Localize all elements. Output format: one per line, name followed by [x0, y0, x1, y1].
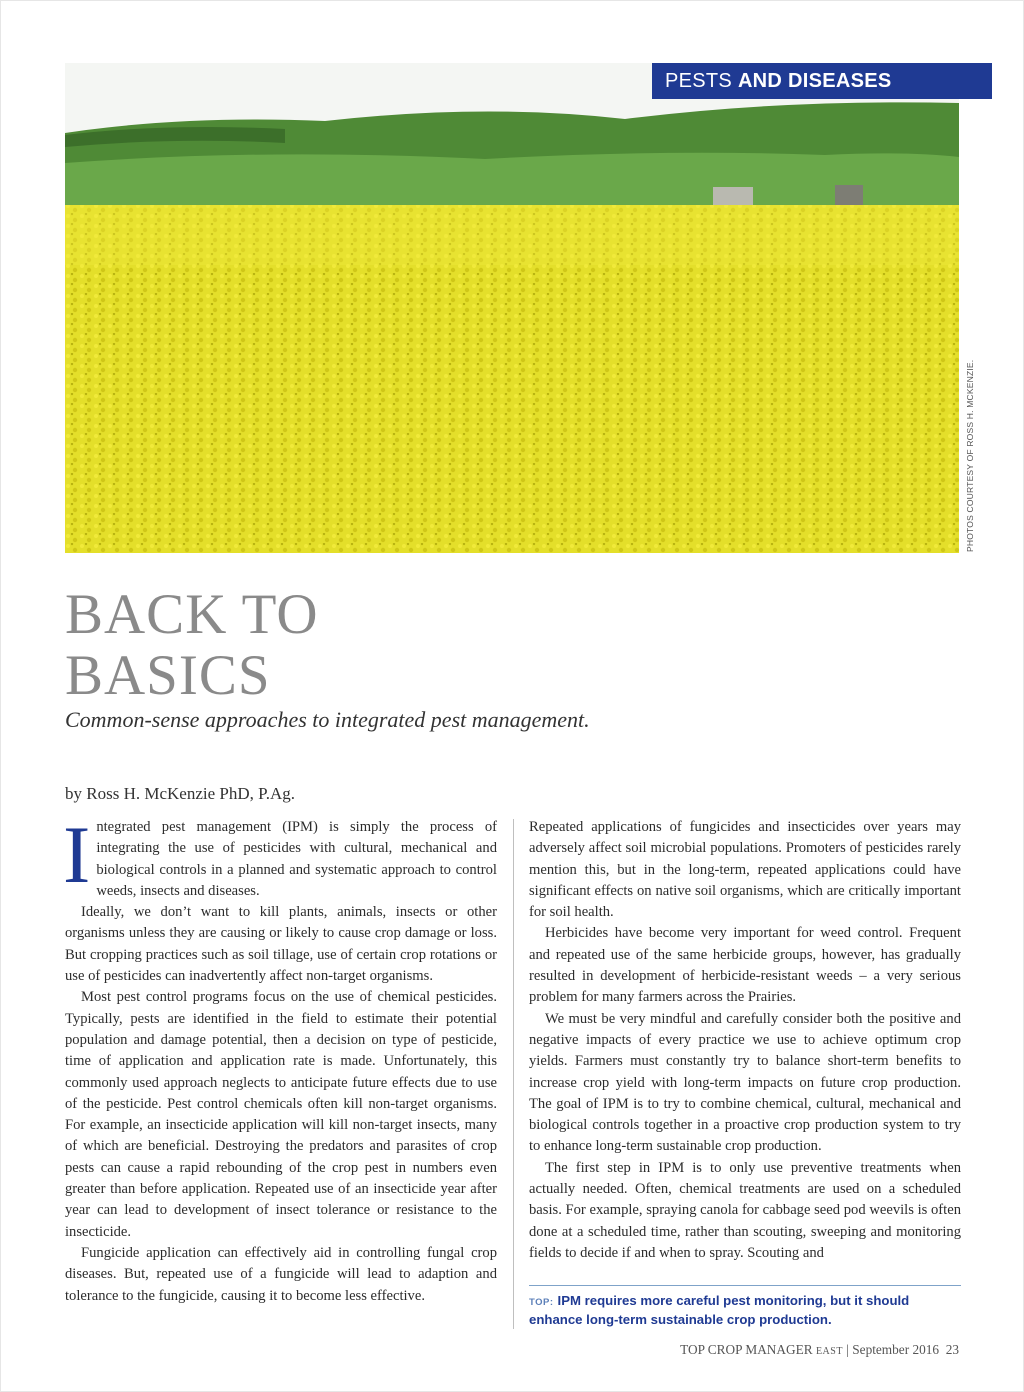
page-footer [601, 1341, 959, 1361]
section-label-light: PESTS [665, 70, 733, 92]
drop-cap: I [63, 809, 91, 900]
caption-divider [529, 1285, 961, 1286]
paragraph-2: Ideally, we don’t want to kill plants, animals, insects or other organisms unless they are causing or likely to cause crop damage or loss. But cropping practices such as soil tillage, use of certain crop rotations or use of pesticides can inadvertently affect non-target organisms. [65, 904, 497, 985]
paragraph-6: Herbicides have become very important for weed control. Frequent and repeated use of the same herbicide groups, however, has gradually resulted in development of herbicide-resistant weeds – a very serious problem for many farmers across the Prairies. [529, 925, 961, 1006]
footer-separator: | [846, 1342, 849, 1357]
title-line-1: BACK TO [65, 583, 319, 646]
column-divider [513, 819, 514, 1329]
section-label [652, 63, 992, 99]
caption-text: IPM requires more careful pest monitoring, but it should enhance long-term sustainable crop production. [529, 1293, 910, 1327]
byline: by Ross H. McKenzie PhD, P.Ag. [65, 784, 295, 803]
text-column-left [63, 809, 497, 1307]
paragraph-5: Repeated applications of fungicides and insecticides over years may adversely affect soil microbial populations. Promoters of pesticides rarely mention this, but in the long-term, repeated applications could have significant effects on native soil organisms, which are critically important for soil health. [529, 819, 961, 921]
magazine-name: TOP CROP MANAGER [680, 1342, 813, 1357]
paragraph-3: Most pest control programs focus on the use of chemical pesticides. Typically, pests are identified in the field to estimate their potential population and damage potential, then a decision on type of pesticide, time of application and application rate is made. Unfortunately, this commonly used approach neglects to anticipate future effects due to use of the pesticide. Pest control chemicals often kill non-target organisms. For example, an insecticide application will kill non-target insects, many of which are beneficial. Destroying the predators and parasites of crop pests can cause a rapid rebounding of the crop pest in numbers even greater than before application. Repeated use of an insecticide year after year can lead to development of insect tolerance or resistance to the insecticide. [65, 989, 497, 1240]
article-title [65, 584, 665, 706]
canola-field-illustration [65, 63, 959, 553]
photo-credit: PHOTOS COURTESY OF ROSS H. MCKENZIE. [965, 359, 975, 552]
article-subtitle: Common-sense approaches to integrated pest management. [65, 707, 590, 732]
paragraph-1-text: ntegrated pest management (IPM) is simply the process of integrating the use of pesticides with cultural, mechanical and biological controls in a planned and systematic approach to control weeds, insects and diseases. [96, 819, 497, 899]
issue-date: September 2016 [852, 1342, 940, 1357]
paragraph-1 [63, 809, 497, 902]
canola-field-photo [65, 63, 959, 553]
text-column-right [529, 817, 961, 1264]
canola-shading [65, 205, 959, 265]
caption-tag: TOP: [529, 1297, 554, 1308]
paragraph-8: The first step in IPM is to only use preventive treatments when actually needed. Often, chemical treatments are used on a scheduled basis. For example, spraying canola for cabbage seed pod weevils is often done at a scheduled time, rather than scouting, sweeping and monitoring fields to decide if and when to spray. Scouting and [529, 1159, 961, 1261]
paragraph-7: We must be very mindful and carefully consider both the positive and negative impacts of every practice we use to achieve optimum crop yields. Farmers must constantly try to balance short-term benefits to increase crop yield with long-term impacts on future crop production. The goal of IPM is to try to combine chemical, cultural, mechanical and biological controls together in a proactive crop production system to try to enhance long-term sustainable crop production. [529, 1010, 961, 1155]
farm-building-2 [835, 185, 863, 205]
paragraph-4: Fungicide application can effectively aid in controlling fungal crop diseases. But, repeated use of a fungicide will lead to adaption and tolerance to the fungicide, causing it to become less effective. [65, 1244, 497, 1304]
farm-building [713, 187, 753, 205]
photo-caption [529, 1293, 961, 1328]
section-label-bold: AND DISEASES [737, 70, 892, 92]
near-hill [65, 153, 959, 213]
page-number: 23 [945, 1342, 959, 1357]
title-line-2: BASICS [65, 644, 271, 707]
magazine-edition: EAST [815, 1346, 843, 1357]
